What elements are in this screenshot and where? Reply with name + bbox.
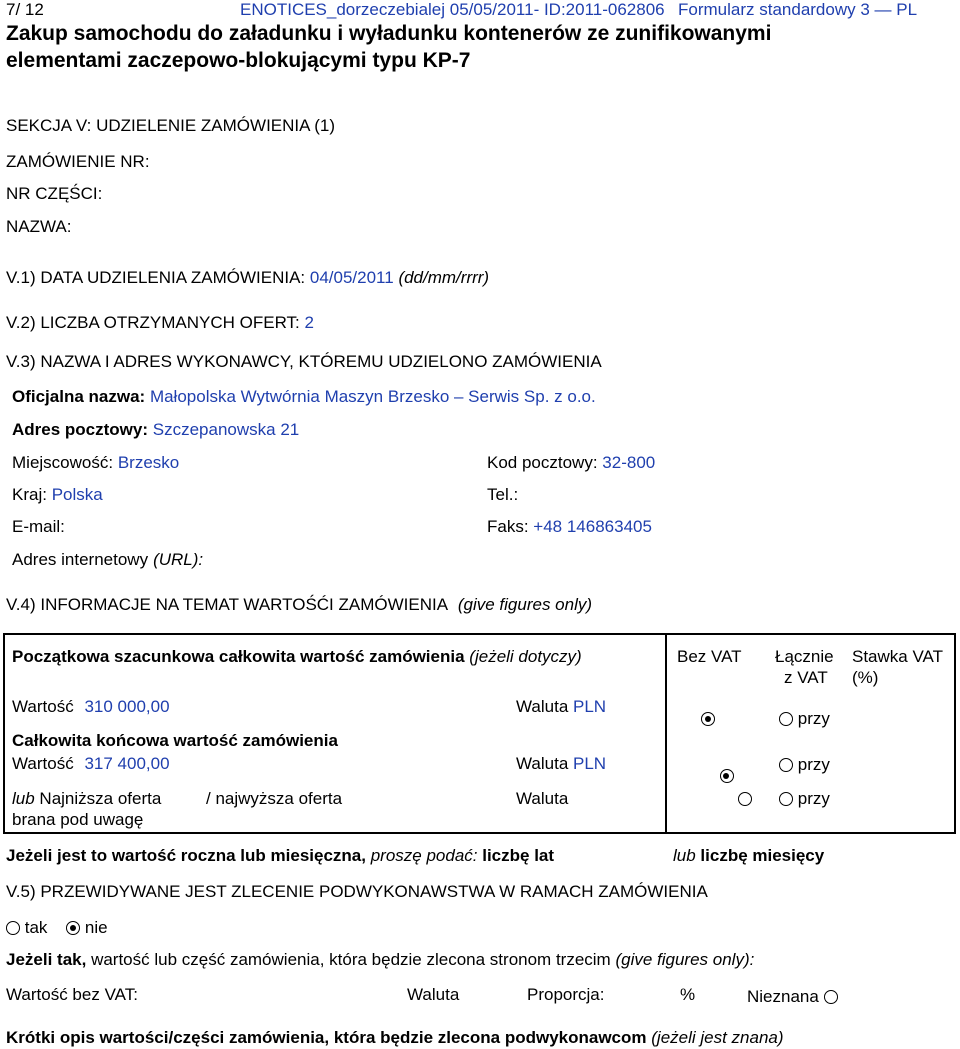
official-name-value: Małopolska Wytwórnia Maszyn Brzesko – Serwis Sp. z o.o. [149,387,596,406]
subcontract-yes-label: tak [24,918,48,937]
postal-code-row [487,453,655,473]
subcontract-yes-radio[interactable] [6,921,20,935]
initial-value-heading [12,647,582,667]
initial-przy-label: przy [797,709,830,728]
fax-label: Faks: [487,517,529,536]
offers-count-row [6,313,314,333]
if-yes-text: wartość lub część zamówienia, która będzie zlecona stronom trzecim [91,950,611,969]
considered-label: brana pod uwagę [12,810,144,829]
name-label: NAZWA: [6,217,72,236]
table-divider [665,633,667,834]
annual-row [6,846,554,866]
subcontract-choice [6,918,108,938]
short-desc-row [6,1028,784,1048]
initial-currency-value: PLN [573,697,607,716]
award-date-value: 04/05/2011 [309,268,394,287]
value-heading: V.4) INFORMACJE NA TEMAT WARTOŚĆI ZAMÓWIENIA [6,595,448,614]
phone-label: Tel.: [487,485,519,504]
award-date-format: (dd/mm/rrrr) [398,268,490,287]
notice-title-line-1: Zakup samochodu do załadunku i wyładunku kontenerów ze zunifikowanymi [6,22,772,45]
fax-value: +48 146863405 [533,517,652,536]
proportion-label: Proporcja: [527,985,605,1004]
if-yes-row [6,950,754,970]
form-type [678,0,917,20]
section-heading: SEKCJA V: UDZIELENIE ZAMÓWIENIA (1) [6,116,336,135]
months-row [673,846,824,866]
document-id: ENOTICES_dorzeczebialej 05/05/2011- ID:2011-062806 [240,0,665,19]
subcontract-no-label: nie [84,918,108,937]
initial-currency-row [516,697,606,717]
final-currency-row [516,754,606,774]
order-number-label: ZAMÓWIENIE NR: [6,152,150,171]
value-heading-row [6,595,592,615]
unknown-row [747,987,838,1007]
city-value: Brzesko [117,453,180,472]
offers-count-value: 2 [304,313,314,332]
final-value-label: Wartość [12,754,74,773]
col-total-header-2: z VAT [784,668,828,687]
short-desc-note: (jeżeli jest znana) [651,1028,784,1047]
official-name-label: Oficjalna nazwa: [12,387,146,406]
postal-address-value: Szczepanowska 21 [152,420,300,439]
if-yes-note: (give figures only): [615,950,755,969]
email-label: E-mail: [12,517,65,536]
months-label: liczbę miesięcy [700,846,825,865]
final-value-row [12,754,170,774]
annual-label: Jeżeli jest to wartość roczna lub miesięczna, [6,846,366,865]
final-przy-label: przy [797,755,830,774]
country-row [12,485,103,505]
lowest-offer-label: Najniższa oferta [39,789,162,808]
initial-value-row [12,697,170,717]
subcontract-heading: V.5) PRZEWIDYWANE JEST ZLECENIE PODWYKONAWSTWA W RAMACH ZAMÓWIENIA [6,882,708,901]
final-vat-radio[interactable] [779,758,793,772]
years-label: liczbę lat [482,846,555,865]
postal-address-row [12,420,299,440]
final-currency-label: Waluta [516,754,569,773]
initial-value-amount: 310 000,00 [84,697,170,716]
country-label: Kraj: [12,485,47,504]
city-row [12,453,179,473]
page-number: 7/ 12 [6,0,44,19]
award-date-row [6,268,489,288]
form-lang: PL [896,0,918,19]
offer-vat-radio[interactable] [779,792,793,806]
city-label: Miejscowość: [12,453,114,472]
value-heading-note: (give figures only) [457,595,593,614]
contractor-heading: V.3) NAZWA I ADRES WYKONAWCY, KTÓREMU UDZIELONO ZAMÓWIENIA [6,352,602,371]
postal-code-label: Kod pocztowy: [487,453,598,472]
offer-range-row [12,789,161,809]
annual-note: proszę podać: [370,846,478,865]
highest-offer-label: / najwyższa oferta [206,789,343,808]
col-total-header-1: Łącznie [775,647,834,666]
subcontract-currency-label: Waluta [407,985,460,1004]
final-net-radio[interactable] [720,769,734,783]
short-desc-label: Krótki opis wartości/części zamówienia, która będzie zlecona podwykonawcom [6,1028,647,1047]
final-currency-value: PLN [573,754,607,773]
initial-vat-row [779,709,830,729]
part-number-label: NR CZĘŚCI: [6,184,103,203]
url-label: Adres internetowy [12,550,149,569]
offers-count-label: V.2) LICZBA OTRZYMANYCH OFERT: [6,313,300,332]
or-label: lub [12,789,35,808]
postal-code-value: 32-800 [602,453,656,472]
final-vat-row [779,755,830,775]
final-value-heading: Całkowita końcowa wartość zamówienia [12,731,338,750]
initial-net-radio[interactable] [701,712,715,726]
url-row [12,550,203,570]
url-suffix: (URL): [153,550,204,569]
postal-address-label: Adres pocztowy: [12,420,149,439]
if-yes-label: Jeżeli tak, [6,950,87,969]
col-rate-header-1: Stawka VAT [852,647,944,666]
fax-row [487,517,652,537]
official-name-row [12,387,596,407]
col-rate-header-2: (%) [852,668,879,687]
initial-vat-radio[interactable] [779,712,793,726]
percent-label: % [680,985,696,1004]
country-value: Polska [51,485,103,504]
award-date-label: V.1) DATA UDZIELENIA ZAMÓWIENIA: [6,268,306,287]
unknown-radio[interactable] [824,990,838,1004]
final-value-amount: 317 400,00 [84,754,170,773]
value-label: Wartość [12,697,74,716]
initial-value-note: (jeżeli dotyczy) [469,647,582,666]
currency-label: Waluta [516,697,569,716]
unknown-label: Nieznana [747,987,819,1006]
net-value-label: Wartość bez VAT: [6,985,138,1004]
col-net-header: Bez VAT [677,647,742,666]
form-dash: — [874,0,892,19]
offer-currency-label: Waluta [516,789,569,808]
initial-value-label: Początkowa szacunkowa całkowita wartość zamówienia [12,647,465,666]
subcontract-no-radio[interactable] [66,921,80,935]
notice-title-line-2: elementami zaczepowo-blokującymi typu KP-7 [6,49,471,72]
form-name: Formularz standardowy 3 [678,0,870,19]
offer-przy-label: przy [797,789,830,808]
offer-vat-row [779,789,830,809]
months-or: lub [673,846,696,865]
